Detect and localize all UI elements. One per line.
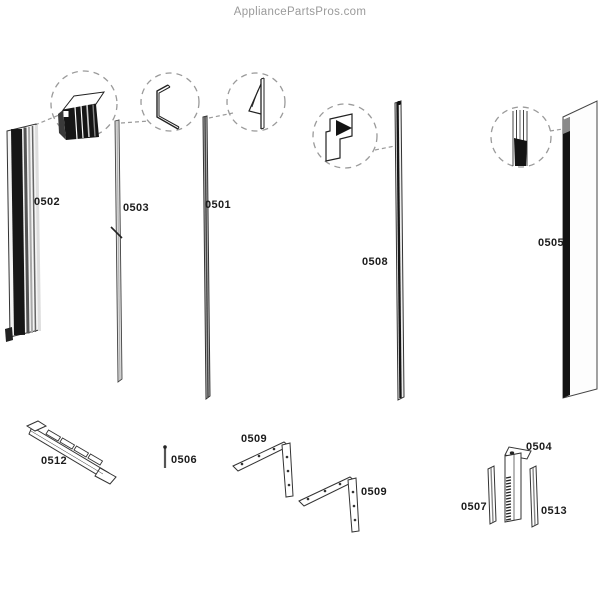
leader-line-0503 bbox=[121, 121, 149, 123]
part-label-0503: 0503 bbox=[123, 202, 150, 214]
part-label-0502: 0502 bbox=[34, 196, 61, 208]
part-label-0512: 0512 bbox=[41, 455, 68, 467]
part-0506 bbox=[163, 445, 167, 468]
callout-detail-0502 bbox=[58, 92, 104, 140]
part-label-0507: 0507 bbox=[461, 501, 488, 513]
part-label-0505: 0505 bbox=[538, 237, 565, 249]
callout-detail-0501 bbox=[249, 78, 264, 129]
callout-detail-0503 bbox=[157, 85, 179, 129]
leader-line-0508 bbox=[375, 146, 395, 150]
leader-line-0502 bbox=[35, 115, 59, 125]
part-label-0513: 0513 bbox=[541, 505, 568, 517]
part-label-0501: 0501 bbox=[205, 199, 232, 211]
part-label-0509-b: 0509 bbox=[361, 486, 388, 498]
part-label-0509-a: 0509 bbox=[241, 433, 268, 445]
part-0501 bbox=[203, 116, 210, 399]
part-0503 bbox=[111, 120, 122, 382]
part-label-0504: 0504 bbox=[526, 441, 553, 453]
watermark-text: AppliancePartsPros.com bbox=[233, 6, 367, 18]
leader-line-0505 bbox=[550, 129, 563, 131]
part-0509-a bbox=[233, 442, 293, 497]
part-0513 bbox=[530, 466, 538, 527]
callout-detail-0508 bbox=[326, 114, 352, 161]
part-label-0508: 0508 bbox=[362, 256, 389, 268]
part-0508 bbox=[395, 101, 404, 400]
callout-detail-0505 bbox=[513, 110, 527, 166]
part-0509-b bbox=[299, 477, 359, 532]
callout-circle-0501 bbox=[227, 73, 285, 131]
part-0505 bbox=[563, 101, 597, 398]
part-label-0506: 0506 bbox=[171, 454, 198, 466]
part-0504 bbox=[505, 447, 531, 522]
part-0507 bbox=[488, 466, 496, 524]
part-0502 bbox=[5, 124, 40, 342]
callout-circles bbox=[51, 71, 551, 168]
part-0512 bbox=[27, 421, 116, 484]
